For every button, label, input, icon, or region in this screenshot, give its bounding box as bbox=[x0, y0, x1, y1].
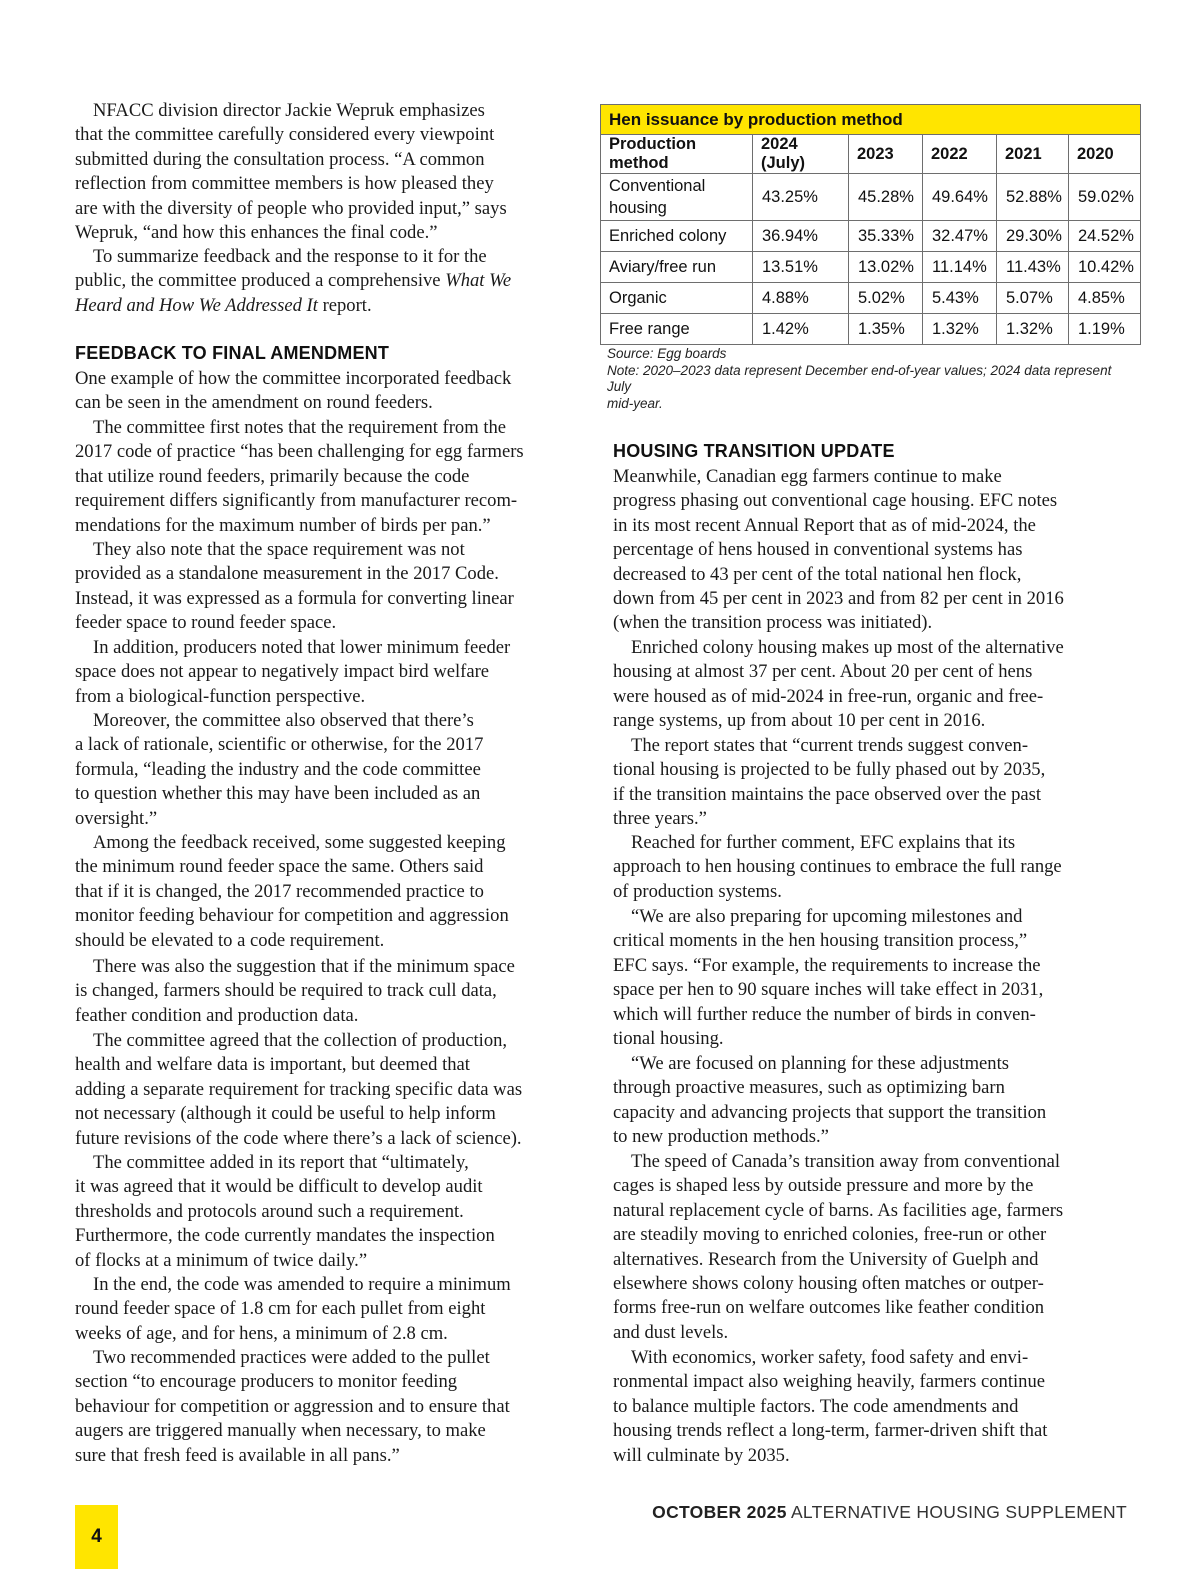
table-header-method: Production method bbox=[601, 135, 753, 174]
text-line: the minimum round feeder space the same. Others said bbox=[75, 856, 484, 878]
table-cell: 4.88% bbox=[753, 283, 849, 314]
section-heading-housing: HOUSING TRANSITION UPDATE bbox=[613, 441, 895, 461]
report-title-part-2: Heard and How We Addressed It bbox=[75, 294, 318, 316]
text-line: Two recommended practices were added to the pullet bbox=[93, 1347, 490, 1368]
left-paragraph-1 bbox=[75, 99, 507, 245]
left-paragraph-2 bbox=[75, 245, 511, 318]
text-line: Meanwhile, Canadian egg farmers continue to make bbox=[613, 466, 1002, 487]
right-paragraph-5 bbox=[613, 905, 1043, 1051]
text-line: Instead, it was expressed as a formula for converting linear bbox=[75, 587, 514, 609]
table-header-2022: 2022 bbox=[923, 135, 997, 174]
text-line: (when the transition process was initiated). bbox=[613, 612, 933, 634]
text-line: 2017 code of practice “has been challenging for egg farmers bbox=[75, 441, 524, 463]
table-cell: 11.43% bbox=[997, 252, 1069, 283]
right-paragraph-4 bbox=[613, 831, 1062, 904]
text-line: health and welfare data is important, but deemed that bbox=[75, 1054, 470, 1076]
table-cell: 10.42% bbox=[1069, 252, 1141, 283]
text-line: from a biological-function perspective. bbox=[75, 685, 366, 707]
table-cell: 36.94% bbox=[753, 221, 849, 252]
right-paragraph-7 bbox=[613, 1150, 1063, 1345]
table-row bbox=[601, 221, 1141, 252]
text-line: and dust levels. bbox=[613, 1321, 729, 1343]
right-paragraph-8 bbox=[613, 1346, 1047, 1468]
text-line: weeks of age, and for hens, a minimum of 2.8 cm. bbox=[75, 1322, 448, 1344]
text-line: There was also the suggestion that if the minimum space bbox=[93, 956, 515, 977]
text-line: natural replacement cycle of barns. As facilities age, farmers bbox=[613, 1199, 1064, 1221]
text-line: should be elevated to a code requirement. bbox=[75, 929, 385, 951]
text-line: space does not appear to negatively impact bird welfare bbox=[75, 661, 490, 683]
text-line: which will further reduce the number of birds in conven- bbox=[613, 1003, 1036, 1025]
text-line: feeder space to round feeder space. bbox=[75, 612, 337, 634]
text-line: “We are focused on planning for these adjustments bbox=[631, 1053, 1010, 1074]
text-line: that the committee carefully considered every viewpoint bbox=[75, 124, 495, 146]
method-line-2: housing bbox=[609, 199, 667, 217]
text-line: NFACC division director Jackie Wepruk emphasizes bbox=[93, 100, 485, 121]
table-cell: 5.02% bbox=[849, 283, 923, 314]
text-line: augers are triggered manually when necessary, to make bbox=[75, 1420, 486, 1442]
text-line: is changed, farmers should be required to track cull data, bbox=[75, 980, 497, 1002]
table-cell-method: Enriched colony bbox=[601, 221, 753, 252]
text-line: mendations for the maximum number of birds per pan.” bbox=[75, 514, 491, 536]
table-header-2023: 2023 bbox=[849, 135, 923, 174]
text-line: The committee agreed that the collection of production, bbox=[93, 1030, 508, 1051]
table-cell: 4.85% bbox=[1069, 283, 1141, 314]
left-paragraph-13 bbox=[75, 1346, 510, 1468]
text-line: requirement differs significantly from manufacturer recom- bbox=[75, 490, 518, 512]
text-line: through proactive measures, such as optimizing barn bbox=[613, 1077, 1005, 1099]
table-header-2021: 2021 bbox=[997, 135, 1069, 174]
table-note-line-2: mid-year. bbox=[607, 395, 663, 411]
text-line: housing at almost 37 per cent. About 20 per cent of hens bbox=[613, 661, 1033, 683]
left-paragraph-11 bbox=[75, 1151, 495, 1273]
table-cell-method: Free range bbox=[601, 314, 753, 345]
left-paragraph-7 bbox=[75, 709, 483, 831]
method-line-1: Conventional bbox=[609, 177, 706, 195]
page-number: 4 bbox=[75, 1505, 118, 1569]
text-line: sure that fresh feed is available in all pans.” bbox=[75, 1444, 400, 1466]
text-line: With economics, worker safety, food safety and envi- bbox=[631, 1347, 1029, 1368]
table-cell: 35.33% bbox=[849, 221, 923, 252]
table-cell: 1.35% bbox=[849, 314, 923, 345]
text-line: round feeder space of 1.8 cm for each pullet from eight bbox=[75, 1298, 486, 1320]
table-cell: 24.52% bbox=[1069, 221, 1141, 252]
text-line: Furthermore, the code currently mandates the inspection bbox=[75, 1225, 495, 1247]
table-cell: 1.32% bbox=[997, 314, 1069, 345]
text-line: down from 45 per cent in 2023 and from 82 per cent in 2016 bbox=[613, 588, 1064, 610]
text-line: approach to hen housing continues to embrace the full range bbox=[613, 856, 1062, 878]
text-line: cages is shaped less by outside pressure and more by the bbox=[613, 1175, 1034, 1197]
table-cell: 29.30% bbox=[997, 221, 1069, 252]
text-line: alternatives. Research from the University of Guelph and bbox=[613, 1248, 1039, 1270]
text-line: section “to encourage producers to monitor feeding bbox=[75, 1371, 458, 1393]
text-line: to balance multiple factors. The code amendments and bbox=[613, 1395, 1019, 1417]
text-line: The committee first notes that the requirement from the bbox=[93, 417, 507, 438]
table-cell: 43.25% bbox=[753, 174, 849, 221]
table-cell: 52.88% bbox=[997, 174, 1069, 221]
text-line: of production systems. bbox=[613, 880, 782, 902]
section-heading-feedback: FEEDBACK TO FINAL AMENDMENT bbox=[75, 343, 390, 363]
text-line: Enriched colony housing makes up most of the alternative bbox=[631, 637, 1064, 658]
text-line: reflection from committee members is how pleased they bbox=[75, 173, 494, 195]
text-line: space per hen to 90 square inches will take effect in 2031, bbox=[613, 979, 1044, 1001]
text-line: future revisions of the code where there’s a lack of science). bbox=[75, 1127, 522, 1149]
text-line: monitor feeding behaviour for competition and aggression bbox=[75, 905, 509, 927]
table-row bbox=[601, 252, 1141, 283]
left-paragraph-8 bbox=[75, 831, 509, 953]
left-paragraph-3 bbox=[75, 367, 511, 416]
footer-publication: ALTERNATIVE HOUSING SUPPLEMENT bbox=[790, 1502, 1127, 1522]
text-line: housing trends reflect a long-term, farmer-driven shift that bbox=[613, 1420, 1048, 1442]
text-line: EFC says. “For example, the requirements to increase the bbox=[613, 954, 1041, 976]
text-line: thresholds and protocols around such a requirement. bbox=[75, 1200, 464, 1222]
table-row bbox=[601, 174, 1141, 221]
right-paragraph-6 bbox=[613, 1052, 1046, 1150]
table-row bbox=[601, 283, 1141, 314]
text-line: The speed of Canada’s transition away from conventional bbox=[631, 1151, 1061, 1172]
text-line: to new production methods.” bbox=[613, 1126, 829, 1148]
text-line: One example of how the committee incorporated feedback bbox=[75, 368, 512, 389]
text-line: elsewhere shows colony housing often matches or outper- bbox=[613, 1273, 1044, 1295]
left-paragraph-2-line-1: To summarize feedback and the response to it for the bbox=[93, 246, 487, 267]
text-line: provided as a standalone measurement in the 2017 Code. bbox=[75, 563, 499, 585]
text-line: Wepruk, “and how this enhances the final code.” bbox=[75, 222, 438, 244]
table-row bbox=[601, 314, 1141, 345]
text-line: percentage of hens housed in conventional systems has bbox=[613, 539, 1023, 561]
text-line: formula, “leading the industry and the code committee bbox=[75, 758, 481, 780]
text-line: it was agreed that it would be difficult to develop audit bbox=[75, 1176, 483, 1198]
text-line: oversight.” bbox=[75, 807, 158, 829]
table-cell: 59.02% bbox=[1069, 174, 1141, 221]
text-line: were housed as of mid-2024 in free-run, organic and free- bbox=[613, 685, 1044, 707]
text-line: feather condition and production data. bbox=[75, 1004, 359, 1026]
left-paragraph-2-line-2: public, the committee produced a comprehensive bbox=[75, 270, 446, 292]
text-line: adding a separate requirement for tracking specific data was bbox=[75, 1078, 523, 1100]
left-paragraph-10 bbox=[75, 1029, 522, 1151]
text-line: Reached for further comment, EFC explains that its bbox=[631, 832, 1016, 853]
text-line: if the transition maintains the pace observed over the past bbox=[613, 783, 1042, 805]
text-line: will culminate by 2035. bbox=[613, 1444, 790, 1466]
text-line: are steadily moving to enriched colonies, free-run or other bbox=[613, 1224, 1047, 1246]
text-line: decreased to 43 per cent of the total national hen flock, bbox=[613, 563, 1022, 585]
text-line: in its most recent Annual Report that as of mid-2024, the bbox=[613, 514, 1036, 536]
table-cell: 11.14% bbox=[923, 252, 997, 283]
table-cell: 1.42% bbox=[753, 314, 849, 345]
text-line: Moreover, the committee also observed that there’s bbox=[93, 710, 474, 731]
right-paragraph-3 bbox=[613, 734, 1045, 832]
table-note-line-1: Note: 2020–2023 data represent December end-of-year values; 2024 data represent July bbox=[607, 362, 1112, 394]
table-cell: 5.43% bbox=[923, 283, 997, 314]
text-line: The report states that “current trends suggest conven- bbox=[631, 735, 1029, 756]
text-line: range systems, up from about 10 per cent in 2016. bbox=[613, 710, 986, 732]
table-cell: 13.02% bbox=[849, 252, 923, 283]
table-cell: 32.47% bbox=[923, 221, 997, 252]
left-paragraph-12 bbox=[75, 1273, 511, 1346]
left-paragraph-4 bbox=[75, 416, 524, 538]
table-notes bbox=[607, 346, 1127, 412]
table-cell: 5.07% bbox=[997, 283, 1069, 314]
text-line: to question whether this may have been included as an bbox=[75, 783, 481, 805]
left-paragraph-9 bbox=[75, 955, 515, 1028]
left-paragraph-2-line-3-end: report. bbox=[317, 294, 372, 316]
table-title: Hen issuance by production method bbox=[601, 105, 1141, 135]
text-line: that if it is changed, the 2017 recommended practice to bbox=[75, 880, 484, 902]
text-line: critical moments in the hen housing transition process,” bbox=[613, 930, 1028, 952]
text-line: can be seen in the amendment on round feeders. bbox=[75, 392, 433, 414]
text-line: submitted during the consultation process. “A common bbox=[75, 148, 485, 170]
table-cell-method bbox=[601, 174, 753, 221]
table-header-2024: 2024 (July) bbox=[753, 135, 849, 174]
text-line: progress phasing out conventional cage housing. EFC notes bbox=[613, 490, 1058, 512]
table-source: Source: Egg boards bbox=[607, 346, 727, 361]
table-cell: 1.19% bbox=[1069, 314, 1141, 345]
left-paragraph-5 bbox=[75, 538, 514, 636]
footer-running-head bbox=[652, 1502, 1127, 1523]
text-line: of flocks at a minimum of twice daily.” bbox=[75, 1249, 368, 1271]
left-paragraph-6 bbox=[75, 636, 510, 709]
text-line: behaviour for competition or aggression and to ensure that bbox=[75, 1395, 510, 1417]
report-title-part-1: What We bbox=[445, 270, 512, 292]
text-line: They also note that the space requirement was not bbox=[93, 539, 465, 560]
footer-date: OCTOBER 2025 bbox=[652, 1502, 787, 1522]
table-cell: 1.32% bbox=[923, 314, 997, 345]
text-line: tional housing is projected to be fully phased out by 2035, bbox=[613, 759, 1046, 781]
table-cell-method: Organic bbox=[601, 283, 753, 314]
right-paragraph-2 bbox=[613, 636, 1064, 734]
text-line: forms free-run on welfare outcomes like feather condition bbox=[613, 1297, 1045, 1319]
right-paragraph-1 bbox=[613, 465, 1064, 636]
text-line: not necessary (although it could be useful to help inform bbox=[75, 1103, 496, 1125]
text-line: In addition, producers noted that lower minimum feeder bbox=[93, 637, 511, 658]
text-line: tional housing. bbox=[613, 1028, 724, 1050]
hen-issuance-table bbox=[600, 104, 1140, 345]
text-line: “We are also preparing for upcoming milestones and bbox=[631, 906, 1023, 927]
table-cell: 13.51% bbox=[753, 252, 849, 283]
table-cell: 49.64% bbox=[923, 174, 997, 221]
table-cell-method: Aviary/free run bbox=[601, 252, 753, 283]
text-line: In the end, the code was amended to require a minimum bbox=[93, 1274, 511, 1295]
text-line: are with the diversity of people who provided input,” says bbox=[75, 197, 507, 219]
text-line: The committee added in its report that “ultimately, bbox=[93, 1152, 469, 1173]
text-line: three years.” bbox=[613, 808, 707, 830]
text-line: a lack of rationale, scientific or otherwise, for the 2017 bbox=[75, 734, 484, 756]
text-line: ronmental impact also weighing heavily, farmers continue bbox=[613, 1371, 1045, 1393]
text-line: Among the feedback received, some suggested keeping bbox=[93, 832, 506, 853]
text-line: that utilize round feeders, primarily because the code bbox=[75, 465, 470, 487]
table-header-2020: 2020 bbox=[1069, 135, 1141, 174]
table-cell: 45.28% bbox=[849, 174, 923, 221]
text-line: capacity and advancing projects that support the transition bbox=[613, 1101, 1047, 1123]
